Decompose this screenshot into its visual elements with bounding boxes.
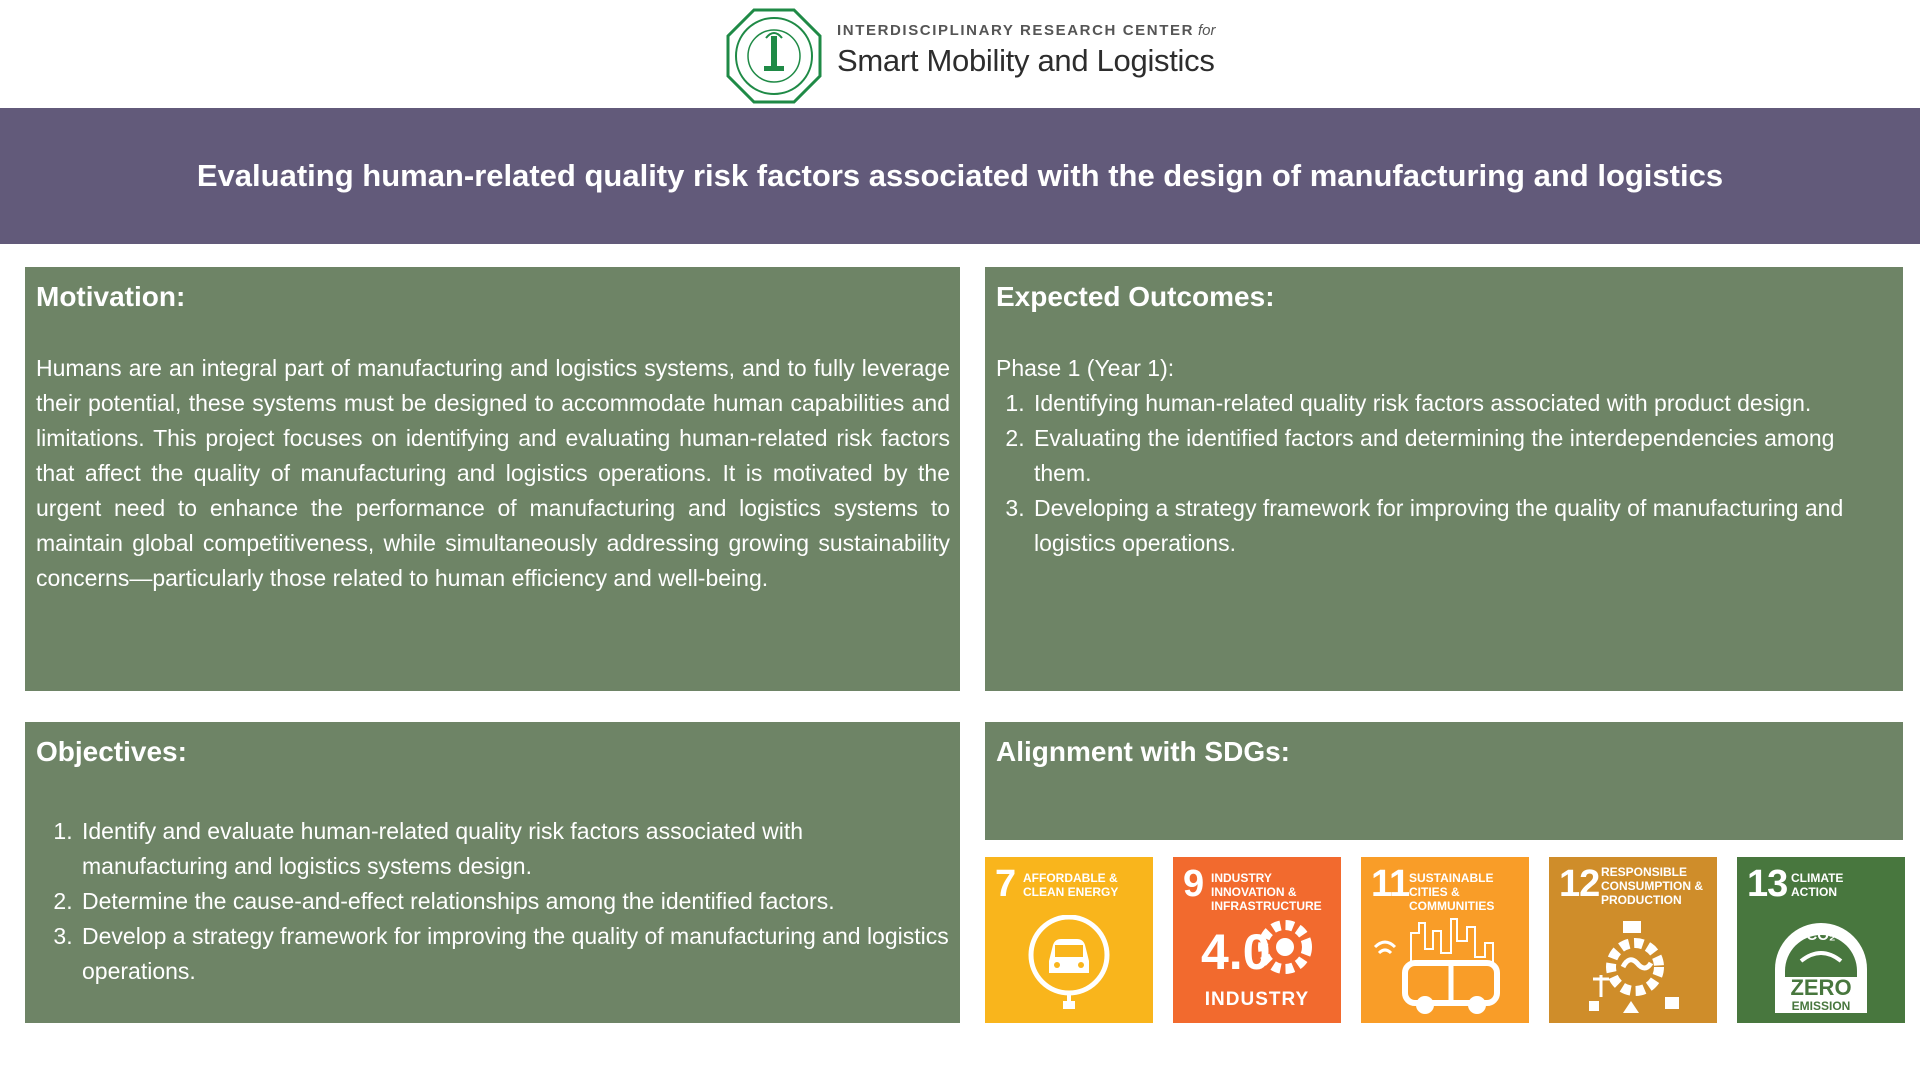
- phase-label: Phase 1 (Year 1):: [996, 355, 1175, 381]
- sdg-tile-11: 11 SUSTAINABLE CITIES & COMMUNITIES: [1361, 857, 1529, 1023]
- sdg-tile-13: 13 CLIMATE ACTION CO₂ ZERO EMISSION: [1737, 857, 1905, 1023]
- outcomes-list: [996, 386, 1896, 561]
- motivation-title: Motivation:: [36, 281, 186, 312]
- motivation-panel: [25, 267, 960, 691]
- for-label: for: [1198, 22, 1216, 39]
- co2-label: CO₂: [1806, 927, 1836, 944]
- industry-4-icon: [1193, 915, 1323, 985]
- sdg-panel: [985, 722, 1903, 840]
- svg-text:4.0: 4.0: [1201, 924, 1271, 980]
- page-title: Evaluating human-related quality risk factors associated with the design of manufacturing and logistics: [196, 158, 1724, 193]
- list-item: 2. Determine the cause-and-effect relationships among the identified factors.: [79, 884, 950, 919]
- motivation-text: Humans are an integral part of manufacturing and logistics systems, and to fully leverage their potential, these systems must be designed to accommodate human capabilities and limitations. This project focuses on identifying and evaluating human-related risk factors that affect the quality of manufacturing and logistics operations. It is motivated by the urgent need to enhance the performance of manufacturing and logistics systems to maintain global competitiveness, while simultaneously addressing growing sustainability concerns—particularly those related to human efficiency and well-being.: [36, 355, 950, 591]
- sdg-tile-9: 9 INDUSTRY INNOVATION & INFRASTRUCTURE 4.0 INDUSTRY: [1173, 857, 1341, 1023]
- list-item: 3. Develop a strategy framework for improving the quality of manufacturing and logistics operations.: [79, 919, 950, 989]
- car-charging-icon: [1025, 915, 1113, 1011]
- objectives-list: [36, 814, 950, 989]
- objectives-panel: [25, 722, 960, 1023]
- emission-label: EMISSION: [1791, 999, 1851, 1013]
- header: [0, 0, 1920, 108]
- outcomes-panel: [985, 267, 1903, 691]
- research-center-label: INTERDISCIPLINARY RESEARCH CENTER for: [837, 22, 1216, 39]
- list-item: 3. Developing a strategy framework for improving the quality of manufacturing and logistics operations.: [1031, 491, 1896, 561]
- research-center-name: Smart Mobility and Logistics: [837, 43, 1215, 78]
- outcomes-title: Expected Outcomes:: [996, 281, 1275, 312]
- objectives-title: Objectives:: [36, 736, 187, 767]
- list-item: 1. Identifying human-related quality risk factors associated with product design.: [1031, 386, 1896, 421]
- industry-caption: INDUSTRY: [1204, 989, 1310, 1010]
- sdg-tile-12: 12 RESPONSIBLE CONSUMPTION & PRODUCTION: [1549, 857, 1717, 1023]
- university-seal-logo: [726, 8, 822, 104]
- list-item: 1. Identify and evaluate human-related quality risk factors associated with manufacturing and logistics systems design.: [79, 814, 950, 884]
- list-item: 2. Evaluating the identified factors and determining the interdependencies among them.: [1031, 421, 1896, 491]
- title-banner: [0, 108, 1920, 244]
- recycling-gear-icon: [1579, 917, 1689, 1017]
- autonomous-vehicle-city-icon: [1371, 913, 1521, 1017]
- zero-label: ZERO: [1790, 975, 1852, 1000]
- sdg-title: Alignment with SDGs:: [996, 736, 1290, 767]
- sdg-tile-7: 7 AFFORDABLE & CLEAN ENERGY: [985, 857, 1153, 1023]
